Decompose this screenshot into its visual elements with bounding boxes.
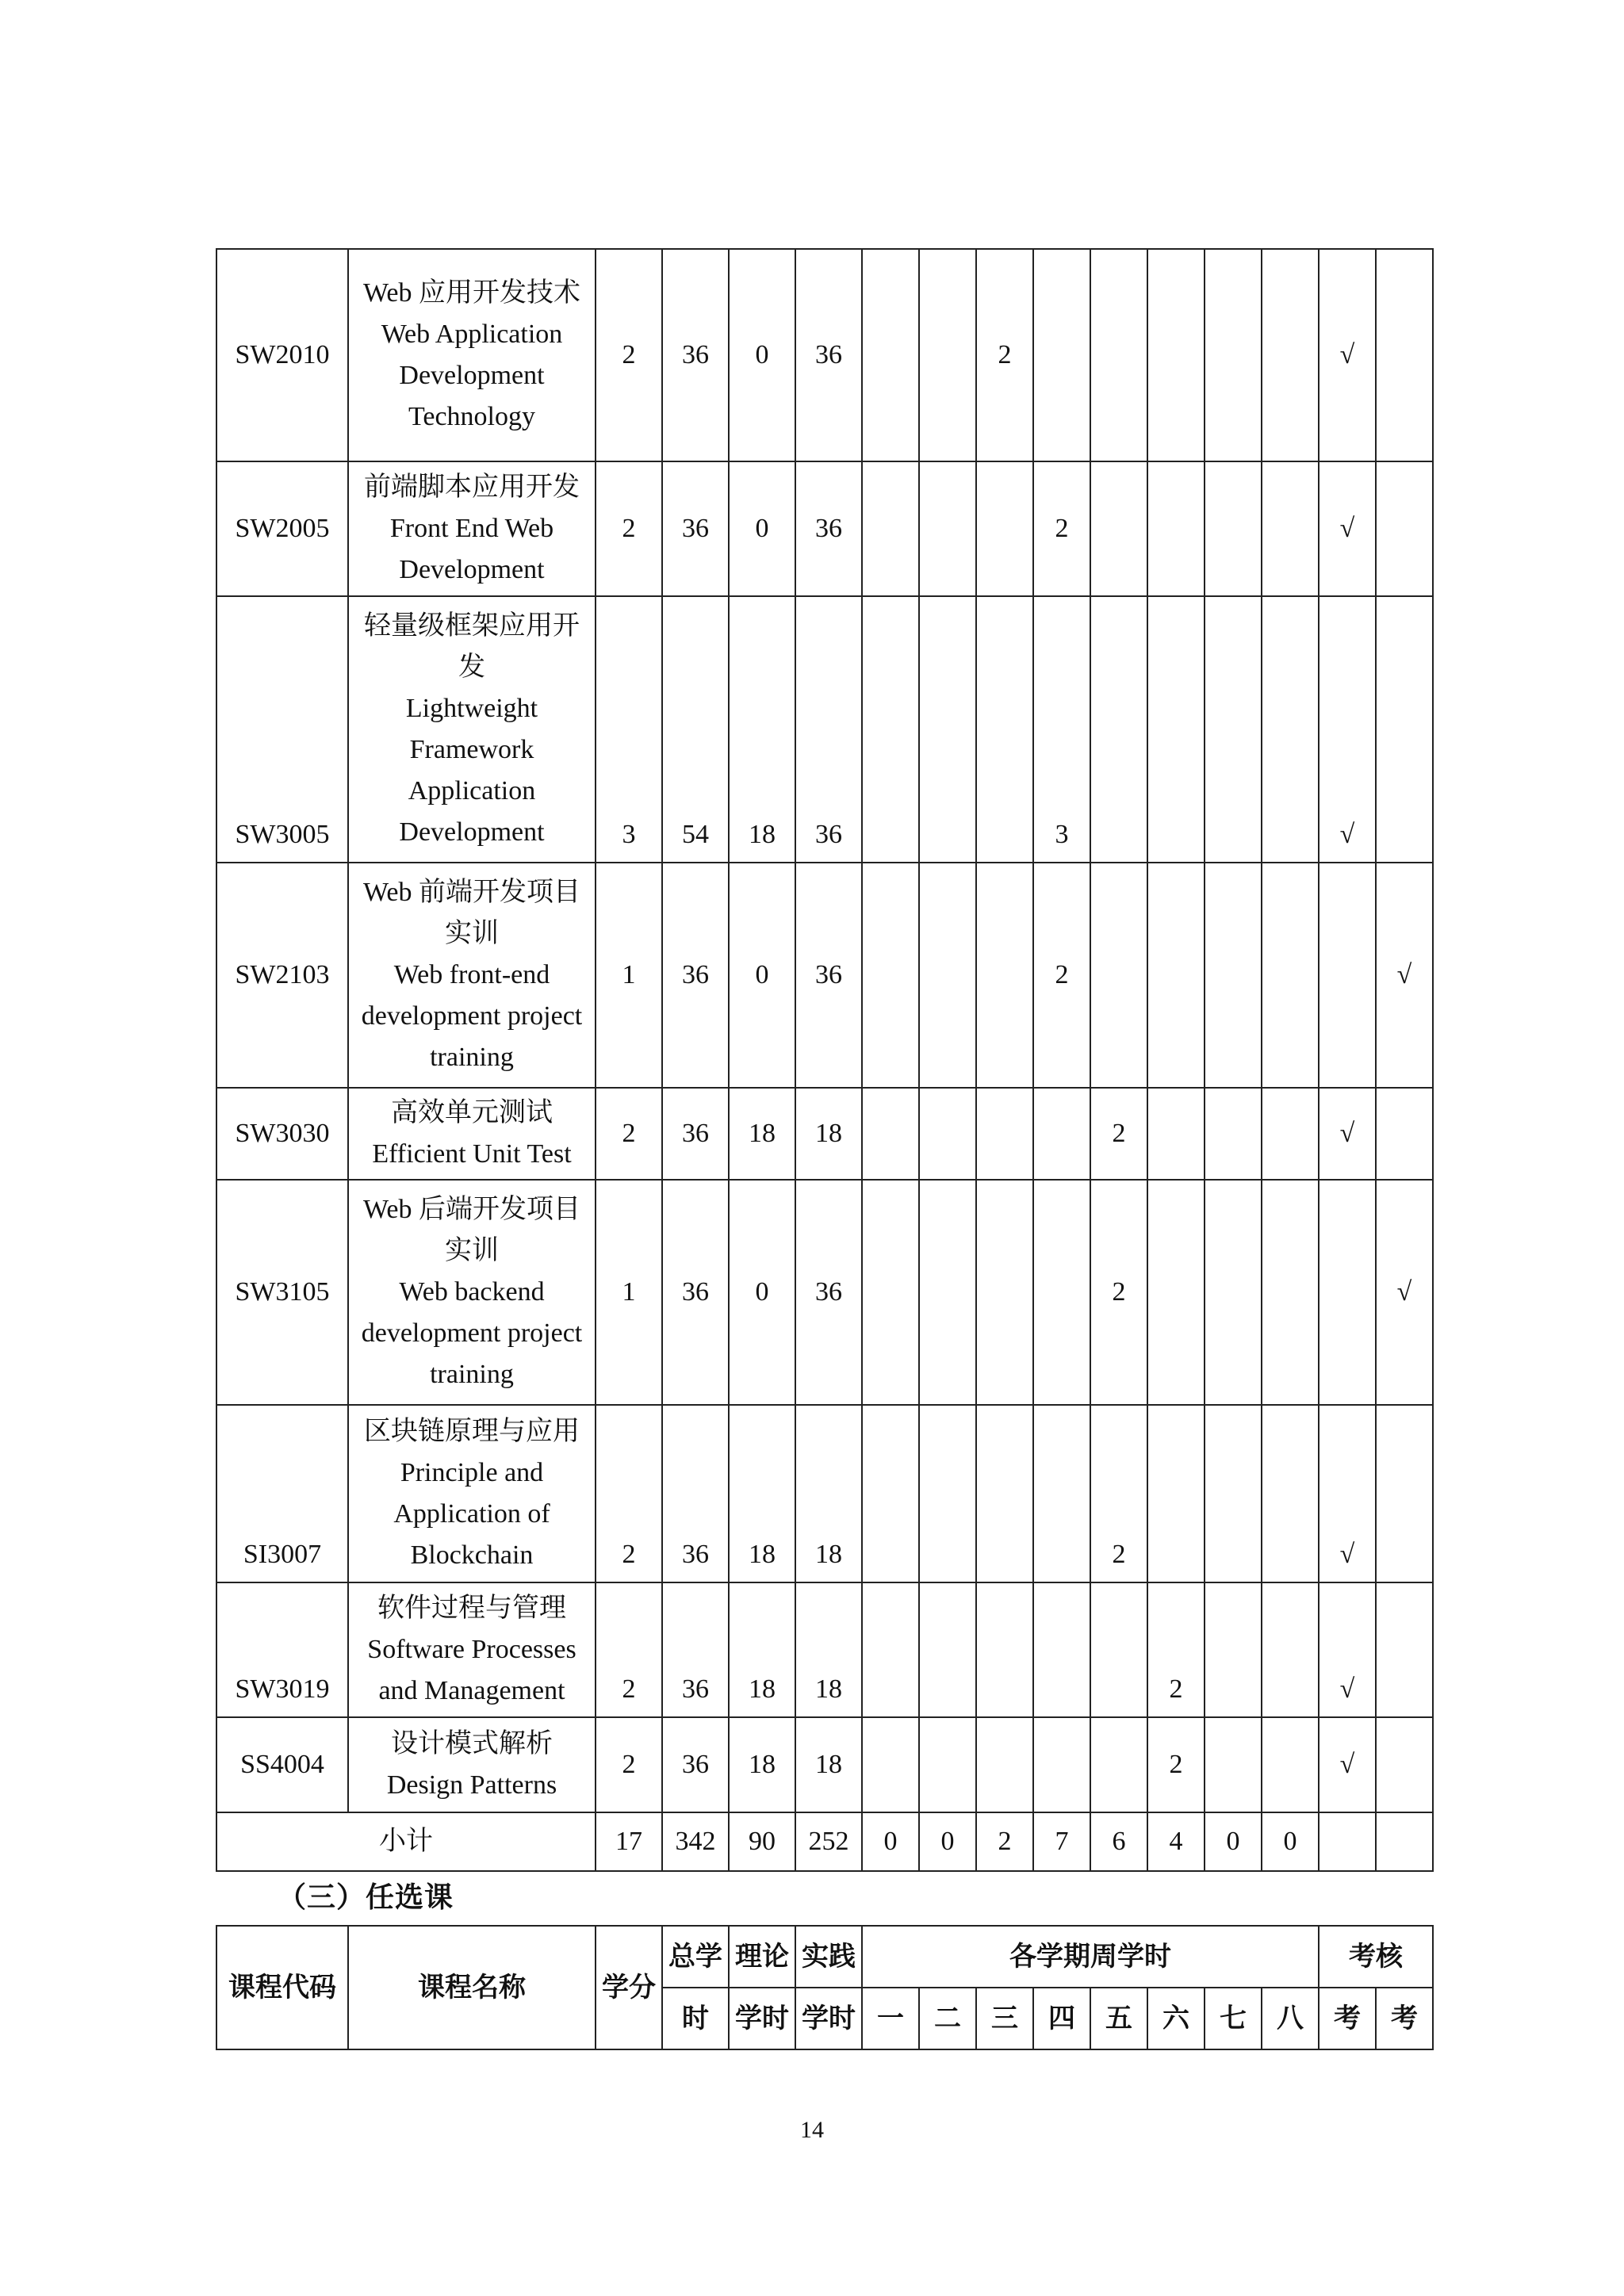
weekly-hours-semester-2 [919, 1405, 976, 1582]
subtotal-semester-8: 0 [1262, 1812, 1319, 1871]
course-name [348, 1180, 596, 1405]
assessment-check: 考 [1376, 1988, 1433, 2049]
credit: 2 [596, 249, 662, 461]
theory-hours: 18 [729, 1717, 795, 1812]
course-name-line: 前端脚本应用开发 [364, 473, 580, 502]
course-code: SW3030 [216, 1088, 348, 1180]
weekly-hours-semester-8 [1262, 1180, 1319, 1405]
check-mark [1376, 1717, 1433, 1812]
header-assessment: 考核 [1319, 1926, 1433, 1988]
credit: 2 [596, 1405, 662, 1582]
course-name-line: Design Patterns [386, 1770, 557, 1800]
header-theory-hours-2: 学时 [729, 1988, 795, 2049]
semester-6: 六 [1147, 1988, 1205, 2049]
course-name-line: training [430, 1043, 514, 1072]
weekly-hours-semester-3 [976, 1180, 1033, 1405]
check-mark [1376, 596, 1433, 863]
subtotal-row [216, 1812, 1433, 1871]
weekly-hours-semester-7 [1205, 1180, 1262, 1405]
course-name-line: Application [408, 776, 536, 806]
weekly-hours-semester-4: 2 [1033, 461, 1090, 596]
exam-mark [1319, 863, 1376, 1088]
weekly-hours-semester-5 [1090, 863, 1147, 1088]
weekly-hours-semester-3 [976, 596, 1033, 863]
credit: 1 [596, 1180, 662, 1405]
exam-mark: √ [1319, 1405, 1376, 1582]
subtotal-semester-2: 0 [919, 1812, 976, 1871]
course-name-line: 发 [458, 652, 485, 682]
weekly-hours-semester-3 [976, 1582, 1033, 1717]
course-table-body [216, 249, 1433, 1871]
course-name-line: Software Processes [367, 1635, 576, 1664]
course-name-line: Lightweight [405, 694, 538, 723]
header-weekly-hours: 各学期周学时 [862, 1926, 1319, 1988]
course-name-line: 轻量级框架应用开 [364, 611, 580, 641]
practice-hours: 36 [795, 461, 862, 596]
theory-hours: 0 [729, 1180, 795, 1405]
weekly-hours-semester-8 [1262, 863, 1319, 1088]
course-row [216, 596, 1433, 863]
weekly-hours-semester-6 [1147, 596, 1205, 863]
total-hours: 36 [662, 461, 729, 596]
course-row [216, 461, 1433, 596]
theory-hours: 18 [729, 1582, 795, 1717]
course-name-line: Web 后端开发项目 [363, 1195, 580, 1224]
course-name-line: training [430, 1360, 514, 1389]
course-name [348, 1088, 596, 1180]
course-code: SW2103 [216, 863, 348, 1088]
weekly-hours-semester-1 [862, 1717, 919, 1812]
section-heading: （三）任选课 [278, 1881, 454, 1914]
course-name [348, 1717, 596, 1812]
weekly-hours-semester-6 [1147, 461, 1205, 596]
weekly-hours-semester-8 [1262, 1582, 1319, 1717]
weekly-hours-semester-8 [1262, 1088, 1319, 1180]
weekly-hours-semester-3: 2 [976, 249, 1033, 461]
subtotal-exam [1319, 1812, 1376, 1871]
course-row [216, 1088, 1433, 1180]
weekly-hours-semester-2 [919, 1582, 976, 1717]
theory-hours: 0 [729, 461, 795, 596]
course-code: SW3105 [216, 1180, 348, 1405]
practice-hours: 18 [795, 1405, 862, 1582]
weekly-hours-semester-6 [1147, 1088, 1205, 1180]
course-code: SS4004 [216, 1717, 348, 1812]
weekly-hours-semester-4 [1033, 249, 1090, 461]
course-name-line: Web Application [381, 320, 563, 349]
weekly-hours-semester-5 [1090, 461, 1147, 596]
exam-mark: √ [1319, 1582, 1376, 1717]
weekly-hours-semester-4 [1033, 1717, 1090, 1812]
semester-7: 七 [1205, 1988, 1262, 2049]
weekly-hours-semester-4 [1033, 1405, 1090, 1582]
weekly-hours-semester-5: 2 [1090, 1405, 1147, 1582]
subtotal-semester-1: 0 [862, 1812, 919, 1871]
weekly-hours-semester-7 [1205, 1088, 1262, 1180]
semester-8: 八 [1262, 1988, 1319, 2049]
course-code: SW2005 [216, 461, 348, 596]
weekly-hours-semester-6: 2 [1147, 1582, 1205, 1717]
theory-hours: 18 [729, 1405, 795, 1582]
weekly-hours-semester-5: 2 [1090, 1180, 1147, 1405]
weekly-hours-semester-6: 2 [1147, 1717, 1205, 1812]
subtotal-semester-4: 7 [1033, 1812, 1090, 1871]
semester-2: 二 [919, 1988, 976, 2049]
weekly-hours-semester-1 [862, 1180, 919, 1405]
subtotal-check [1376, 1812, 1433, 1871]
subtotal-semester-3: 2 [976, 1812, 1033, 1871]
weekly-hours-semester-4 [1033, 1582, 1090, 1717]
course-name-line: 软件过程与管理 [377, 1594, 566, 1623]
weekly-hours-semester-4 [1033, 1088, 1090, 1180]
course-code: SI3007 [216, 1405, 348, 1582]
check-mark [1376, 1405, 1433, 1582]
weekly-hours-semester-6 [1147, 1180, 1205, 1405]
practice-hours: 18 [795, 1582, 862, 1717]
course-name-line: Web front-end [393, 960, 550, 989]
weekly-hours-semester-2 [919, 1180, 976, 1405]
weekly-hours-semester-8 [1262, 1405, 1319, 1582]
credit: 2 [596, 1717, 662, 1812]
weekly-hours-semester-3 [976, 863, 1033, 1088]
credit: 2 [596, 1088, 662, 1180]
weekly-hours-semester-2 [919, 461, 976, 596]
weekly-hours-semester-8 [1262, 461, 1319, 596]
course-name-line: Application of [393, 1499, 550, 1529]
practice-hours: 36 [795, 863, 862, 1088]
weekly-hours-semester-3 [976, 1088, 1033, 1180]
weekly-hours-semester-7 [1205, 1717, 1262, 1812]
weekly-hours-semester-1 [862, 596, 919, 863]
weekly-hours-semester-7 [1205, 461, 1262, 596]
total-hours: 36 [662, 1717, 729, 1812]
course-name-line: 实训 [445, 1236, 499, 1265]
practice-hours: 36 [795, 249, 862, 461]
header-course-name: 课程名称 [348, 1926, 596, 2049]
course-name-line: and Management [378, 1676, 565, 1705]
weekly-hours-semester-3 [976, 1717, 1033, 1812]
weekly-hours-semester-7 [1205, 596, 1262, 863]
course-name [348, 863, 596, 1088]
course-row [216, 1405, 1433, 1582]
check-mark [1376, 249, 1433, 461]
total-hours: 36 [662, 249, 729, 461]
check-mark [1376, 1088, 1433, 1180]
subtotal-semester-7: 0 [1205, 1812, 1262, 1871]
subtotal-theory: 90 [729, 1812, 795, 1871]
subtotal-label: 小计 [216, 1812, 596, 1871]
course-name-line: Development [399, 555, 545, 584]
weekly-hours-semester-3 [976, 461, 1033, 596]
weekly-hours-semester-2 [919, 1088, 976, 1180]
theory-hours: 0 [729, 249, 795, 461]
header-total-hours-2: 时 [662, 1988, 729, 2049]
course-code: SW2010 [216, 249, 348, 461]
weekly-hours-semester-6 [1147, 1405, 1205, 1582]
weekly-hours-semester-5 [1090, 1717, 1147, 1812]
weekly-hours-semester-2 [919, 249, 976, 461]
course-name-line: Development [399, 361, 545, 390]
weekly-hours-semester-1 [862, 249, 919, 461]
total-hours: 36 [662, 863, 729, 1088]
total-hours: 36 [662, 1088, 729, 1180]
elective-header-row-1 [216, 1926, 1433, 1988]
weekly-hours-semester-1 [862, 863, 919, 1088]
course-name-line: Web 应用开发技术 [363, 278, 580, 308]
page-number: 14 [800, 2117, 824, 2143]
exam-mark: √ [1319, 249, 1376, 461]
weekly-hours-semester-2 [919, 1717, 976, 1812]
semester-4: 四 [1033, 1988, 1090, 2049]
course-name [348, 461, 596, 596]
subtotal-credit: 17 [596, 1812, 662, 1871]
course-name-line: Web backend [399, 1277, 545, 1307]
weekly-hours-semester-7 [1205, 1582, 1262, 1717]
theory-hours: 18 [729, 1088, 795, 1180]
theory-hours: 0 [729, 863, 795, 1088]
header-course-code: 课程代码 [216, 1926, 348, 2049]
course-name-line: Blockchain [410, 1540, 534, 1570]
course-name-line: Efficient Unit Test [372, 1139, 572, 1169]
course-name-line: 设计模式解析 [391, 1729, 553, 1758]
course-name-line: Development [399, 817, 545, 847]
practice-hours: 18 [795, 1717, 862, 1812]
assessment-exam: 考 [1319, 1988, 1376, 2049]
course-name-line: Front End Web [389, 514, 554, 543]
weekly-hours-semester-5 [1090, 596, 1147, 863]
weekly-hours-semester-4: 2 [1033, 863, 1090, 1088]
credit: 2 [596, 1582, 662, 1717]
weekly-hours-semester-3 [976, 1405, 1033, 1582]
semester-1: 一 [862, 1988, 919, 2049]
course-name-line: 实训 [445, 919, 499, 948]
weekly-hours-semester-6 [1147, 863, 1205, 1088]
weekly-hours-semester-8 [1262, 596, 1319, 863]
exam-mark: √ [1319, 596, 1376, 863]
exam-mark: √ [1319, 1088, 1376, 1180]
practice-hours: 18 [795, 1088, 862, 1180]
weekly-hours-semester-2 [919, 863, 976, 1088]
course-table [216, 248, 1434, 1872]
course-row [216, 1717, 1433, 1812]
weekly-hours-semester-4 [1033, 1180, 1090, 1405]
check-mark [1376, 461, 1433, 596]
course-name-line: 高效单元测试 [391, 1098, 553, 1127]
weekly-hours-semester-8 [1262, 249, 1319, 461]
header-credit: 学分 [596, 1926, 662, 2049]
course-name-line: Framework [409, 735, 534, 764]
course-name [348, 596, 596, 863]
weekly-hours-semester-1 [862, 1582, 919, 1717]
weekly-hours-semester-8 [1262, 1717, 1319, 1812]
weekly-hours-semester-7 [1205, 249, 1262, 461]
semester-3: 三 [976, 1988, 1033, 2049]
header-total-hours: 总学 [662, 1926, 729, 1988]
theory-hours: 18 [729, 596, 795, 863]
credit: 3 [596, 596, 662, 863]
subtotal-practice: 252 [795, 1812, 862, 1871]
weekly-hours-semester-7 [1205, 863, 1262, 1088]
course-name-line: development project [361, 1318, 583, 1348]
weekly-hours-semester-5: 2 [1090, 1088, 1147, 1180]
course-name-line: Web 前端开发项目 [363, 878, 580, 907]
course-name [348, 1405, 596, 1582]
weekly-hours-semester-6 [1147, 249, 1205, 461]
course-row [216, 863, 1433, 1088]
total-hours: 36 [662, 1405, 729, 1582]
subtotal-semester-6: 4 [1147, 1812, 1205, 1871]
course-name-line: development project [361, 1001, 583, 1031]
semester-5: 五 [1090, 1988, 1147, 2049]
practice-hours: 36 [795, 596, 862, 863]
exam-mark: √ [1319, 1717, 1376, 1812]
course-name [348, 1582, 596, 1717]
course-row [216, 249, 1433, 461]
weekly-hours-semester-1 [862, 1405, 919, 1582]
total-hours: 36 [662, 1180, 729, 1405]
header-theory-hours: 理论 [729, 1926, 795, 1988]
header-practice-hours-2: 学时 [795, 1988, 862, 2049]
weekly-hours-semester-4: 3 [1033, 596, 1090, 863]
header-practice-hours: 实践 [795, 1926, 862, 1988]
subtotal-semester-5: 6 [1090, 1812, 1147, 1871]
course-row [216, 1582, 1433, 1717]
weekly-hours-semester-7 [1205, 1405, 1262, 1582]
total-hours: 36 [662, 1582, 729, 1717]
course-name-line: 区块链原理与应用 [364, 1417, 580, 1446]
weekly-hours-semester-1 [862, 461, 919, 596]
check-mark: √ [1376, 863, 1433, 1088]
course-code: SW3005 [216, 596, 348, 863]
weekly-hours-semester-1 [862, 1088, 919, 1180]
exam-mark: √ [1319, 461, 1376, 596]
total-hours: 54 [662, 596, 729, 863]
credit: 2 [596, 461, 662, 596]
course-name-line: Technology [408, 402, 536, 431]
course-code: SW3019 [216, 1582, 348, 1717]
elective-course-table [216, 1925, 1434, 2050]
check-mark: √ [1376, 1180, 1433, 1405]
weekly-hours-semester-5 [1090, 1582, 1147, 1717]
credit: 1 [596, 863, 662, 1088]
exam-mark [1319, 1180, 1376, 1405]
weekly-hours-semester-5 [1090, 249, 1147, 461]
course-row [216, 1180, 1433, 1405]
course-name-line: Principle and [400, 1458, 544, 1487]
course-name [348, 249, 596, 461]
weekly-hours-semester-2 [919, 596, 976, 863]
practice-hours: 36 [795, 1180, 862, 1405]
subtotal-total: 342 [662, 1812, 729, 1871]
check-mark [1376, 1582, 1433, 1717]
